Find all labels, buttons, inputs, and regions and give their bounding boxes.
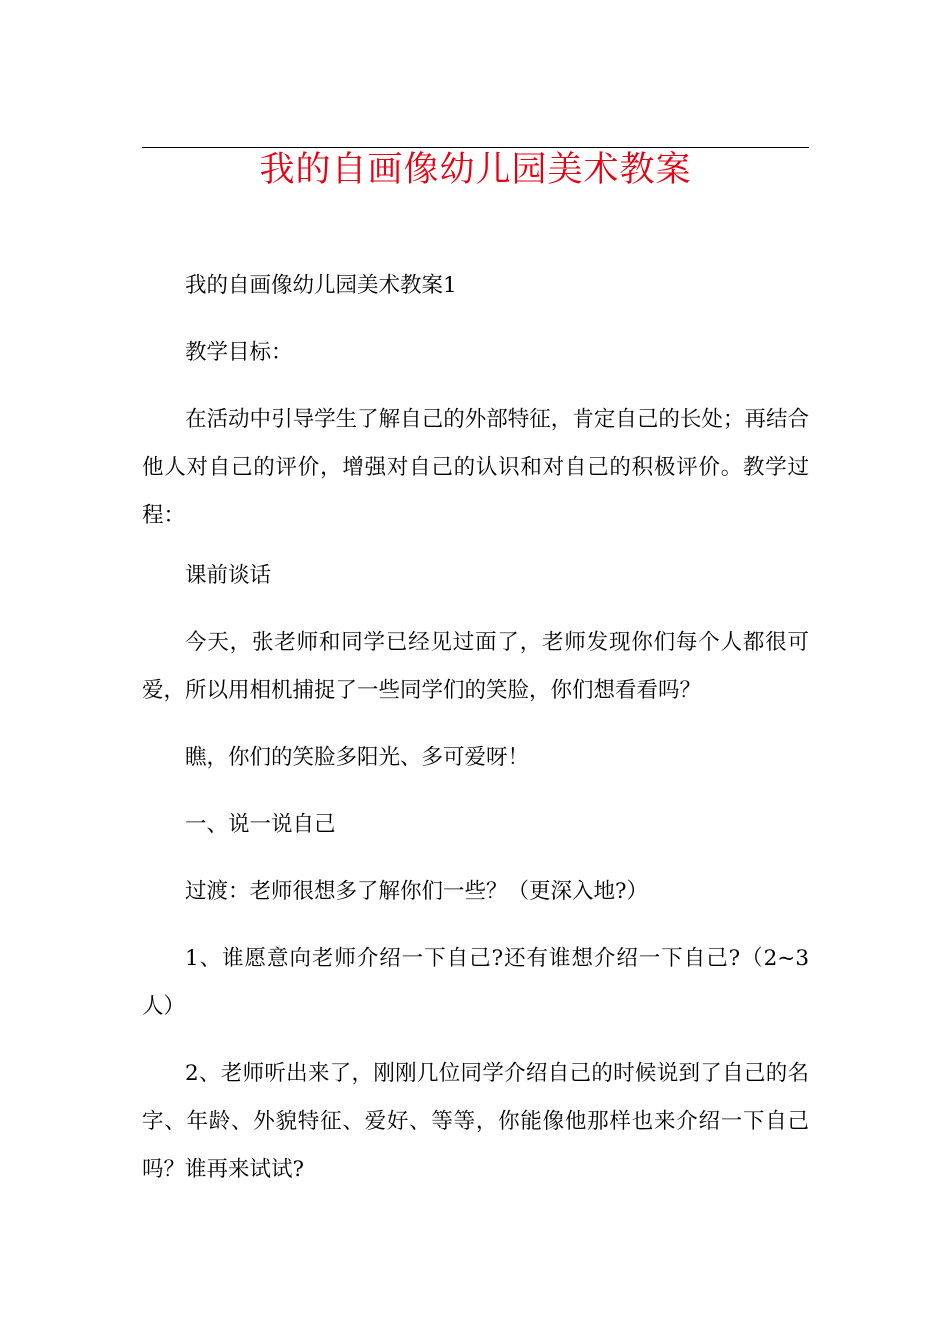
document-body <box>142 262 809 1213</box>
document-title: 我的自画像幼儿园美术教案 <box>259 150 692 190</box>
paragraph-heading: 我的自画像幼儿园美术教案1 <box>185 273 457 298</box>
paragraph-pre-talk: 课前谈话 <box>185 563 272 588</box>
paragraph-goals-label: 教学目标： <box>185 340 293 365</box>
paragraph-smiles: 瞧，你们的笑脸多阳光、多可爱呀！ <box>185 745 530 770</box>
paragraph-step-one: 1、谁愿意向老师介绍一下自己?还有谁想介绍一下自己?（2~3人） <box>142 946 809 1019</box>
paragraph-goals: 在活动中引导学生了解自己的外部特征，肯定自己的长处；再结合他人对自己的评价，增强对自己的认识和对自己的积极评价。教学过程： <box>142 407 809 528</box>
paragraph-transition: 过渡：老师很想多了解你们一些？（更深入地?） <box>185 879 649 904</box>
paragraph-section-one: 一、说一说自己 <box>185 812 336 837</box>
paragraph-intro: 今天，张老师和同学已经见过面了，老师发现你们每个人都很可爱，所以用相机捕捉了一些同学们的笑脸，你们想看看吗？ <box>142 630 809 703</box>
paragraph-step-two: 2、老师听出来了，刚刚几位同学介绍自己的时候说到了自己的名字、年龄、外貌特征、爱好、等等，你能像他那样也来介绍一下自己吗？谁再来试试? <box>142 1061 809 1182</box>
